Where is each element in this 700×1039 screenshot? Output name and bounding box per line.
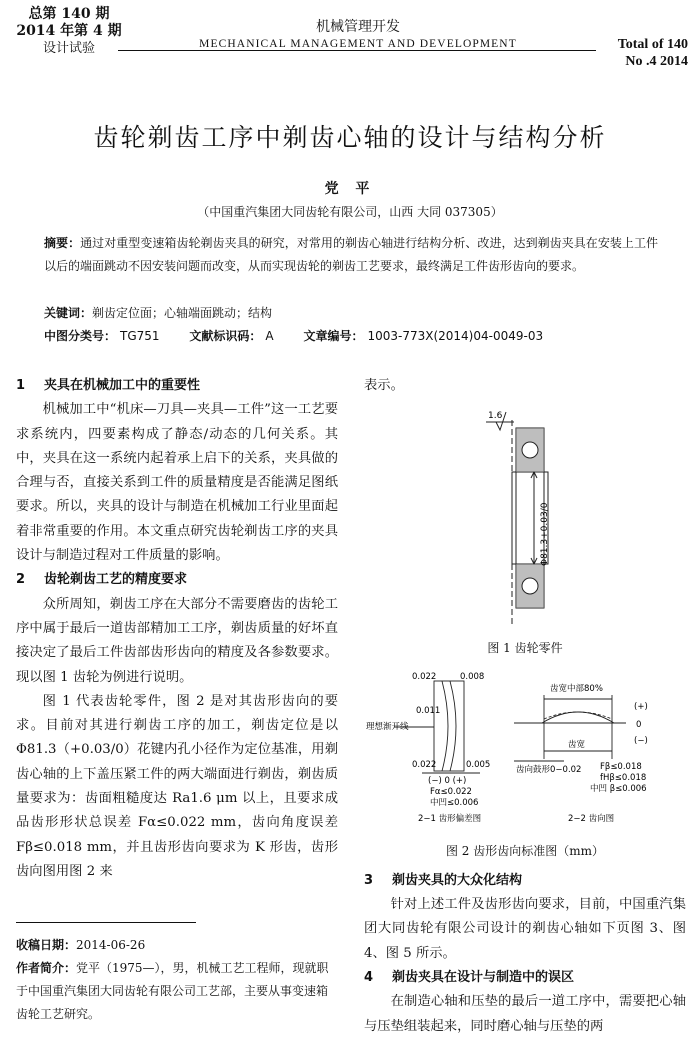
abstract	[44, 232, 658, 278]
lead-crown-label: 齿向鼓形0−0.02	[516, 764, 582, 775]
journal-name-cn: 机械管理开发	[316, 19, 400, 35]
section-1-title: 夹具在机械加工中的重要性	[44, 378, 201, 393]
paper-title: 齿轮剃齿工序中剃齿心轴的设计与结构分析	[93, 123, 607, 152]
right-column	[364, 374, 686, 1039]
paragraph-3: 图 1 代表齿轮零件，图 2 是对其齿形齿向的要求。目前对其进行剃齿工序的加工，剃齿定位是以 Φ81.3（+0.03/0）花键内孔小径作为定位基准，用剃齿心轴的上下盖压紧工件的两大端面进行剃齿，剃齿质量要求为：齿面粗糙度达 Ra1.6 μm 以上，且要求成品齿形形状总误差 Fα≤0.022 mm，齿向角度误差 Fβ≤0.018 mm，并且齿形齿向要求为 K 形齿，齿形齿向图用图 2 来	[16, 693, 338, 879]
roughness-value: 1.6	[488, 411, 503, 422]
profile-sign-scale: (−) 0 (+)	[428, 775, 467, 786]
profile-fa-limit: Fα≤0.022	[430, 786, 472, 797]
profile-top-2: 0.008	[460, 671, 485, 682]
classification-row	[44, 325, 664, 348]
author-name: 党 平	[324, 181, 376, 197]
section-3-number: 3	[364, 872, 374, 888]
article-no-label: 文章编号：	[303, 329, 364, 343]
abstract-text: 通过对重型变速箱齿轮剃齿夹具的研究，对常用的剃齿心轴进行结构分析、改进，达到剃齿夹具在安装上工件以后的端面跳动不因安装问题而改变，从而实现齿轮的剃齿工艺要求，最终满足工件齿形齿向的要求。	[44, 236, 658, 273]
received-date-label: 收稿日期：	[16, 938, 77, 952]
lead-plus: (+)	[634, 701, 648, 712]
paragraph-2: 众所周知，剃齿工序在大部分不需要磨齿的齿轮工序中属于最后一道齿部精加工工序，剃齿质量的好坏直接决定了最后工件齿部齿形齿向的精度及各参数要求。现以图 1 齿轮为例进行说明。	[16, 596, 338, 685]
keywords-text: 剃齿定位面；心轴端面跳动；结构	[92, 306, 273, 320]
section-2-heading	[16, 568, 338, 592]
section-1-number: 1	[16, 378, 26, 393]
gear-section-bottom	[516, 564, 544, 608]
paragraph-lead: 表示。	[364, 378, 404, 393]
face-width-label: 齿宽	[568, 739, 586, 750]
issue-info	[14, 6, 124, 57]
figure-2-tolerance-chart	[364, 669, 686, 839]
issue-number-en: No .4 2014	[625, 54, 688, 69]
lead-minus: (−)	[634, 735, 648, 746]
section-4-heading	[364, 966, 686, 990]
lead-subcaption: 2−2 齿向图	[568, 813, 615, 824]
profile-deviation-band	[434, 681, 464, 771]
footnote-rule	[16, 922, 196, 923]
profile-mid: 0.011	[416, 705, 441, 716]
left-column	[16, 374, 338, 884]
section-2-title: 齿轮剃齿工艺的精度要求	[44, 572, 188, 588]
measured-profile-curve	[450, 681, 456, 771]
affiliation: （中国重汽集团大同齿轮有限公司，山西 大同 037305）	[197, 205, 503, 219]
profile-top-1: 0.022	[412, 671, 437, 682]
paragraph-4: 针对上述工件及齿形齿向要求，目前，中国重汽集团大同齿轮有限公司设计的剃齿心轴如下页图 3、图 4、图 5 所示。	[364, 897, 686, 961]
issue-total-en: Total of 140	[617, 37, 688, 52]
issue-info-en	[594, 36, 688, 70]
section-1-heading	[16, 374, 338, 398]
header-rule	[118, 50, 596, 51]
doc-code-label: 文献标识码：	[189, 329, 262, 343]
profile-subcaption: 2−1 齿形偏差图	[418, 813, 482, 824]
lead-fb-limit: Fβ≤0.018	[600, 761, 642, 772]
ideal-involute-label: 理想渐开线	[366, 721, 409, 732]
keywords	[44, 302, 664, 325]
author-bio-label: 作者简介：	[16, 961, 77, 975]
section-2-number: 2	[16, 572, 26, 588]
author-bio-text: 党平（1975—），男，机械工艺工程师，现就职于中国重汽集团大同齿轮有限公司工艺部，主要从事变速箱齿轮工艺研究。	[16, 961, 329, 1021]
profile-center-limit: 中凹≤0.006	[430, 797, 479, 808]
figure-2-caption: 图 2 齿形齿向标准图（mm）	[445, 843, 605, 858]
clc-label: 中图分类号：	[44, 329, 117, 343]
lead-crown-curve	[542, 712, 614, 723]
section-3-heading	[364, 869, 686, 893]
keywords-label: 关键词：	[44, 306, 93, 320]
journal-name-en: MECHANICAL MANAGEMENT AND DEVELOPMENT	[199, 38, 517, 50]
lead-center-limit: 中凹 β≤0.006	[590, 783, 647, 794]
profile-bottom-1: 0.022	[412, 759, 437, 770]
figure-1-gear-drawing	[364, 398, 686, 636]
clc-value: TG751	[120, 329, 160, 343]
profile-bottom-2: 0.005	[466, 759, 491, 770]
received-date	[16, 934, 338, 957]
section-3-title: 剃齿夹具的大众化结构	[392, 872, 523, 888]
section-name: 设计试验	[42, 41, 95, 56]
meta-block	[44, 302, 664, 348]
section-4-number: 4	[364, 970, 374, 986]
ideal-involute-curve	[442, 681, 448, 771]
received-date-value: 2014-06-26	[76, 938, 146, 952]
paragraph-1: 机械加工中“机床—刀具—夹具—工件”这一工艺要求系统内，四要素构成了静态/动态的几何关系。其中，夹具在这一系统内起着承上启下的关系，夹具做的合理与否，直接关系到工件的质量精度是否能满足图纸要求。所以，夹具的设计与制造在机械加工行业里面起着非常重要的作用。本文重点研究齿轮剃齿工序的夹具设计与制造过程对工件质量的影响。	[16, 402, 338, 564]
lead-fhb-limit: fHβ≤0.018	[600, 772, 647, 783]
section-4-title: 剃齿夹具在设计与制造中的误区	[392, 970, 575, 986]
lead-top-label: 齿宽中部80%	[550, 683, 603, 694]
article-no-value: 1003-773X(2014)04-0049-03	[367, 329, 544, 343]
doc-code-value: A	[265, 329, 274, 343]
paragraph-5: 在制造心轴和压垫的最后一道工序中，需要把心轴与压垫组装起来，同时磨心轴与压垫的两	[364, 994, 686, 1034]
author-bio	[16, 957, 338, 1026]
gear-section-top	[516, 428, 544, 472]
footnote	[16, 934, 338, 1026]
lead-zero: 0	[636, 719, 642, 730]
figure-1-caption: 图 1 齿轮零件	[487, 641, 563, 656]
abstract-label: 摘要：	[44, 236, 81, 250]
issue-number: 2014 年第 4 期	[16, 23, 122, 39]
journal-name	[128, 16, 588, 50]
bore-dimension: Φ81.3+0.03/0	[540, 502, 550, 567]
issue-total: 总第 140 期	[28, 6, 110, 22]
